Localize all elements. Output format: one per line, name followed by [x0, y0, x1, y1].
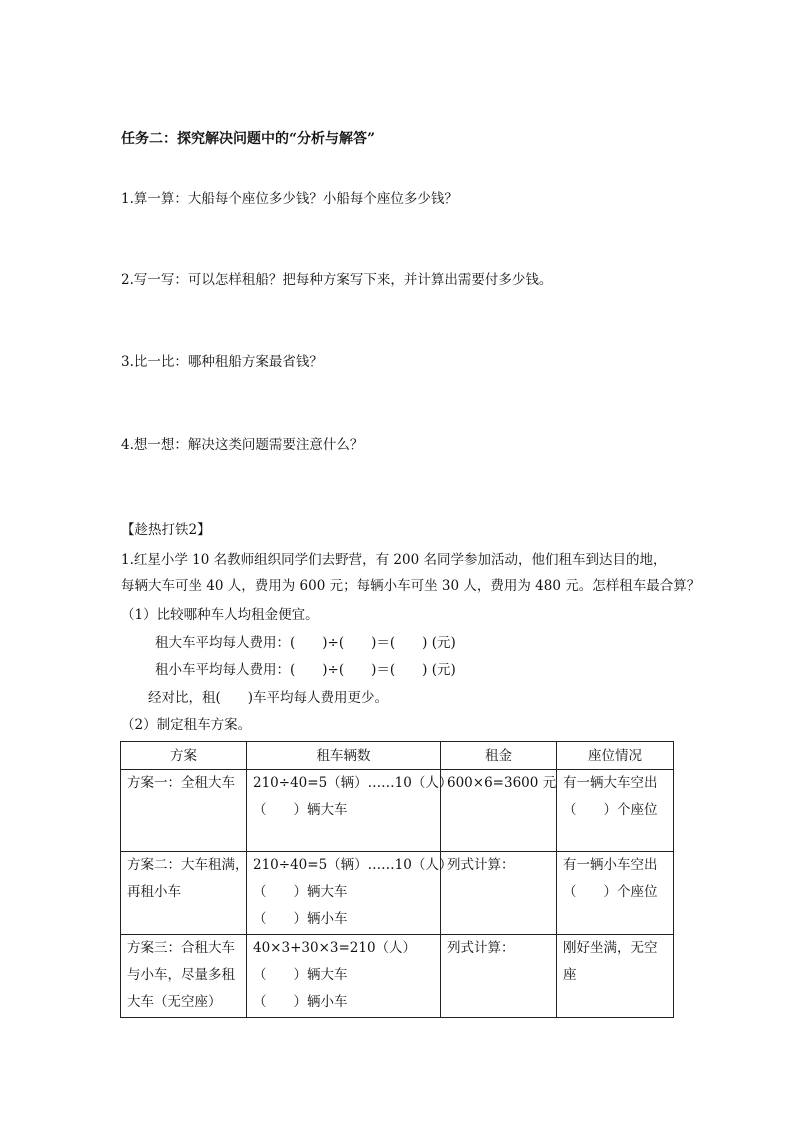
cell-text: 再租小车: [127, 884, 181, 901]
seats-cell: [557, 770, 674, 852]
seats-cell: [557, 852, 674, 935]
cell-text: （ ）辆大车: [253, 967, 348, 984]
cell-text: 210÷40=5（辆）……10（人）: [253, 775, 453, 792]
comparison-conclusion: 经对比，租( )车平均每人费用更少。: [148, 690, 389, 706]
cell-text: 方案三：合租大车: [127, 940, 235, 957]
cell-text: 列式计算：: [447, 940, 515, 957]
plan-cell: [121, 770, 247, 852]
cell-text: （ ）辆小车: [253, 994, 348, 1011]
header-count: 租车辆数: [247, 742, 441, 770]
cell-text: 刚好坐满，无空: [563, 940, 658, 957]
cell-text: （ ）辆小车: [253, 911, 348, 928]
header-rent: 租金: [441, 742, 557, 770]
formula-big-car: 租大车平均每人费用：( )÷( )＝( ) (元): [155, 635, 456, 651]
count-cell: [247, 935, 441, 1018]
question-3: 3.比一比：哪种租船方案最省钱？: [121, 354, 323, 370]
cell-text: 40×3+30×3=210（人）: [253, 940, 417, 957]
cell-text: 600×6=3600 元: [447, 775, 557, 792]
step-1-heading: （1）比较哪种车人均租金便宜。: [121, 607, 319, 623]
formula-small-car: 租小车平均每人费用：( )÷( )＝( ) (元): [155, 662, 456, 678]
question-1: 1.算一算：大船每个座位多少钱？小船每个座位多少钱？: [121, 191, 458, 207]
table-row-plan-3: [121, 935, 674, 1018]
header-plan: 方案: [121, 742, 247, 770]
cell-text: 方案一：全租大车: [127, 775, 235, 792]
cell-text: 有一辆小车空出: [563, 857, 658, 874]
task-title: 任务二：探究解决问题中的“分析与解答”: [121, 131, 376, 147]
count-cell: [247, 852, 453, 935]
table-header-row: [121, 742, 674, 770]
cell-text: 与小车，尽量多租: [127, 967, 235, 984]
cell-text: 方案二：大车租满，: [127, 857, 249, 874]
plan-cell: [121, 852, 247, 935]
seats-cell: [557, 935, 674, 1018]
problem-line-1: 1.红星小学 10 名教师组织同学们去野营，有 200 名同学参加活动，他们租车到达目的地，: [121, 552, 667, 568]
rent-cell: [441, 770, 557, 852]
plan-cell: [121, 935, 247, 1018]
cell-text: （ ）辆大车: [253, 884, 348, 901]
header-seats: 座位情况: [557, 742, 674, 770]
cell-text: 列式计算：: [447, 857, 515, 874]
question-4: 4.想一想：解决这类问题需要注意什么？: [121, 437, 364, 453]
cell-text: 有一辆大车空出: [563, 775, 658, 792]
cell-text: （ ）个座位: [563, 802, 658, 819]
problem-line-2: 每辆大车可坐 40 人，费用为 600 元；每辆小车可坐 30 人，费用为 480 元。怎样租车最合算？: [121, 578, 701, 594]
cell-text: 大车（无空座）: [127, 994, 222, 1011]
exercise-title: 【趁热打铁2】: [121, 522, 211, 538]
table-row-plan-1: [121, 770, 674, 852]
cell-text: （ ）个座位: [563, 884, 658, 901]
rent-cell: [441, 935, 557, 1018]
cell-text: 座: [563, 967, 577, 984]
table-row-plan-2: [121, 852, 674, 935]
question-2: 2.写一写：可以怎样租船？把每种方案写下来，并计算出需要付多少钱。: [121, 272, 553, 288]
count-cell: [247, 770, 453, 852]
step-2-heading: （2）制定租车方案。: [121, 717, 252, 733]
cell-text: 210÷40=5（辆）……10（人）: [253, 857, 453, 874]
rent-cell: [441, 852, 557, 935]
cell-text: （ ）辆大车: [253, 802, 348, 819]
rental-plan-table: [120, 741, 674, 1018]
